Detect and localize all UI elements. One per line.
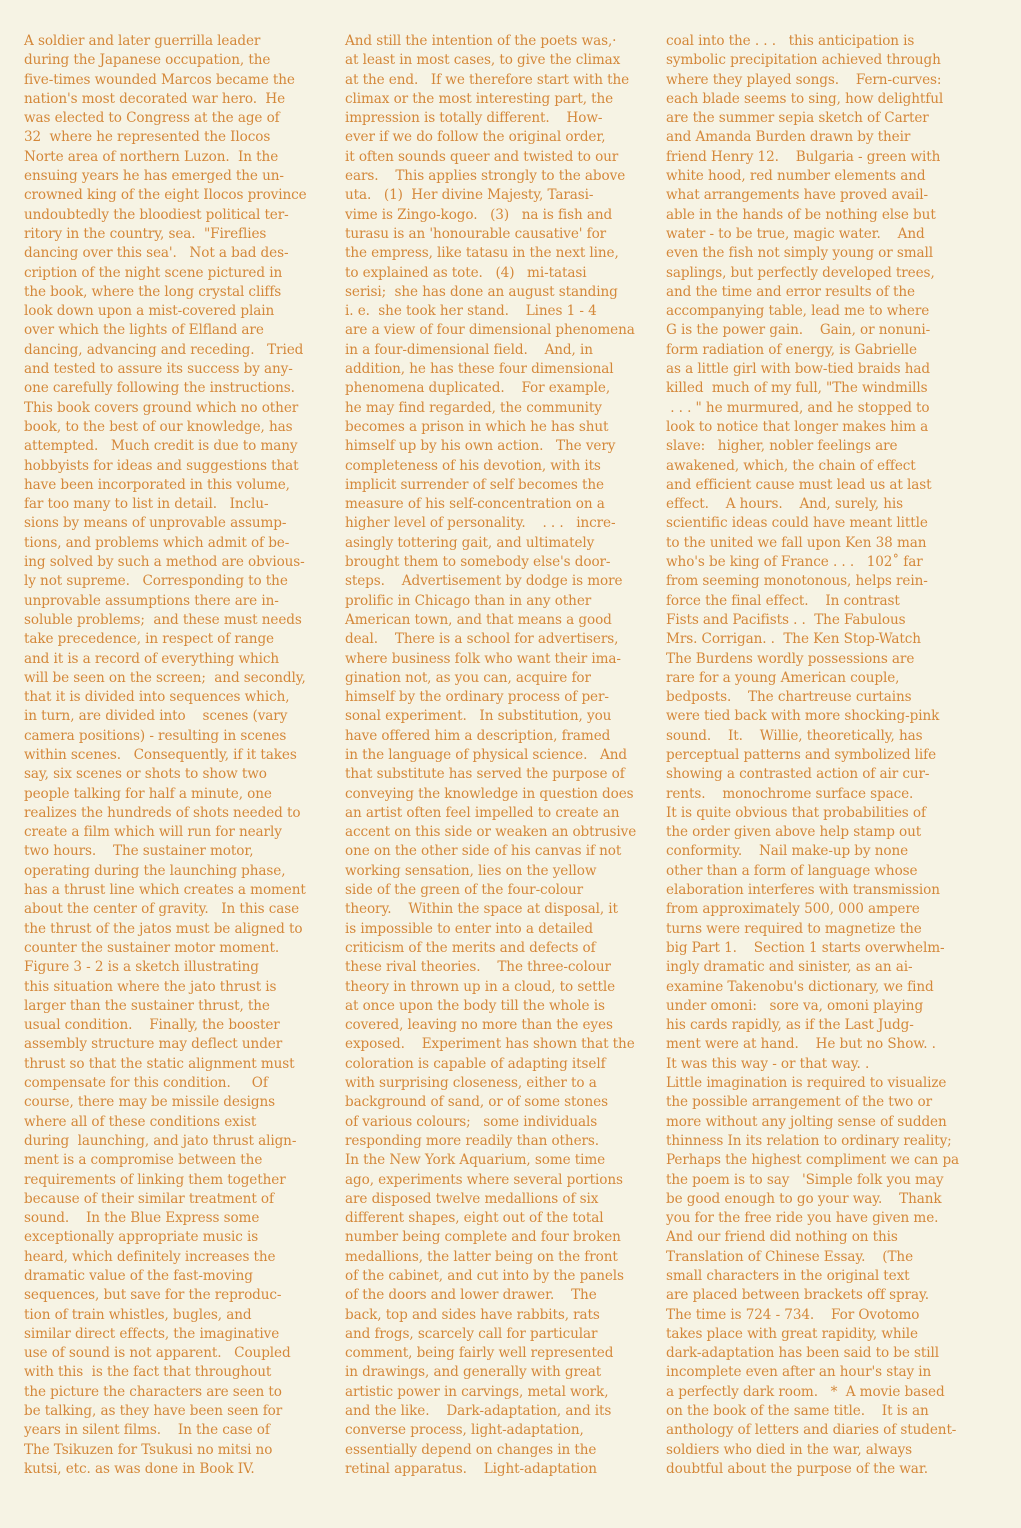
- text-line: water - to be true, magic water. And: [666, 225, 925, 242]
- text-line: soluble problems; and these must needs: [24, 611, 302, 628]
- text-line: dark-adaptation has been said to be still: [666, 1345, 940, 1362]
- text-line: are placed between brackets off spray.: [666, 1287, 930, 1304]
- text-line: realizes the hundreds of shots needed to: [24, 804, 301, 821]
- text-line: and it is a record of everything which: [24, 650, 280, 667]
- text-column-right: [666, 32, 996, 1479]
- text-line: it often sounds queer and twisted to our: [345, 148, 619, 165]
- text-line: similar direct effects, the imaginative: [24, 1325, 280, 1342]
- text-line: doubtful about the purpose of the war.: [666, 1460, 928, 1477]
- text-line: Little imagination is required to visualize: [666, 1075, 947, 1092]
- text-line: are disposed twelve medallions of six: [345, 1190, 599, 1207]
- text-line: small characters in the original text: [666, 1268, 910, 1284]
- text-line: form radiation of energy, is Gabrielle: [666, 341, 917, 358]
- text-line: impression is totally different. How-: [345, 110, 603, 127]
- text-line: the order given above help stamp out: [666, 824, 922, 841]
- text-line: the picture the characters are seen to: [24, 1383, 282, 1400]
- text-line: over which the lights of Elfland are: [24, 322, 264, 339]
- text-line: ment were at hand. He but no Show. .: [666, 1036, 936, 1053]
- text-line: symbolic precipitation achieved through: [666, 52, 941, 69]
- text-line: converse process, light-adaptation,: [345, 1422, 584, 1439]
- text-line: are the summer sepia sketch of Carter: [666, 110, 929, 127]
- text-line: medallions, the latter being on the front: [345, 1248, 618, 1265]
- text-line: of the cabinet, and cut into by the panels: [345, 1268, 624, 1284]
- text-line: and efficient cause must lead us at last: [666, 476, 932, 493]
- text-line: background of sand, or of some stones: [345, 1094, 608, 1111]
- text-line: In the New York Aquarium, some time: [345, 1152, 606, 1169]
- text-line: serisi; she has done an august standing: [345, 283, 618, 300]
- text-line: be good enough to go your way. Thank: [666, 1190, 942, 1207]
- text-line: nation's most decorated war hero. He: [24, 90, 286, 107]
- text-line: say, six scenes or shots to show two: [24, 766, 267, 783]
- text-line: hobbyists for ideas and suggestions that: [24, 457, 299, 474]
- text-line: you for the free ride you have given me.: [666, 1210, 939, 1227]
- text-line: that substitute has served the purpose of: [345, 766, 625, 783]
- text-line: larger than the sustainer thrust, the: [24, 997, 270, 1014]
- text-line: conformity. Nail make-up by none: [666, 843, 909, 860]
- text-line: examine Takenobu's dictionary, we find: [666, 978, 934, 995]
- text-line: showing a contrasted action of air cur-: [666, 766, 930, 783]
- text-line: Translation of Chinese Essay. (The: [666, 1248, 914, 1265]
- text-line: two hours. The sustainer motor,: [24, 843, 254, 860]
- text-line: is impossible to enter into a detailed: [345, 920, 594, 937]
- text-line: from approximately 500, 000 ampere: [666, 901, 920, 918]
- text-line: brought them to somebody else's door-: [345, 554, 611, 571]
- text-line: create a film which will run for nearly: [24, 824, 282, 841]
- text-line: unprovable assumptions there are in-: [24, 592, 279, 609]
- text-line: climax or the most interesting part, the: [345, 90, 614, 107]
- text-line: theory in thrown up in a cloud, to settle: [345, 978, 616, 995]
- text-line: in a four-dimensional field. And, in: [345, 341, 593, 358]
- text-line: tions, and problems which admit of be-: [24, 534, 290, 551]
- text-line: It is quite obvious that probabilities of: [666, 804, 926, 821]
- text-line: the book, where the long crystal cliffs: [24, 283, 282, 300]
- text-line: and the like. Dark-adaptation, and its: [345, 1403, 612, 1420]
- text-line: on the book of the same title. It is an: [666, 1403, 929, 1420]
- text-line: dramatic value of the fast-moving: [24, 1268, 253, 1284]
- text-line: Fists and Pacifists . . The Fabulous: [666, 611, 906, 628]
- text-line: killed much of my full, "The windmills: [666, 380, 928, 397]
- text-line: in drawings, and generally with great: [345, 1364, 602, 1381]
- text-line: A soldier and later guerrilla leader: [24, 33, 261, 49]
- text-line: at once upon the body till the whole is: [345, 997, 605, 1014]
- text-line: about the center of gravity. In this case: [24, 901, 300, 918]
- text-line: ly not supreme. Corresponding to the: [24, 573, 288, 590]
- text-line: be talking, as they have been seen for: [24, 1403, 283, 1420]
- text-line: where they played songs. Fern-curves:: [666, 71, 942, 88]
- text-line: compensate for this condition. Of: [24, 1075, 268, 1092]
- text-line: each blade seems to sing, how delightful: [666, 90, 944, 107]
- text-line: retinal apparatus. Light-adaptation: [345, 1460, 597, 1477]
- text-line: rents. monochrome surface space.: [666, 785, 914, 802]
- text-line: were tied back with more shocking-pink: [666, 708, 940, 725]
- text-line: incomplete even after an hour's stay in: [666, 1364, 932, 1381]
- text-line: during the Japanese occupation, the: [24, 52, 271, 69]
- text-line: thinness In its relation to ordinary reality;: [666, 1132, 952, 1149]
- text-line: gination not, as you can, acquire for: [345, 669, 591, 686]
- text-line: phenomena duplicated. For example,: [345, 380, 611, 397]
- text-line: with surprising closeness, either to a: [345, 1075, 597, 1092]
- text-line: ritory in the country, sea. "Fireflies: [24, 225, 267, 242]
- text-line: rare for a young American couple,: [666, 669, 900, 686]
- text-line: and tested to assure its success by any-: [24, 361, 293, 378]
- text-line: assembly structure may deflect under: [24, 1036, 283, 1053]
- text-line: in the language of physical science. And: [345, 746, 627, 763]
- text-line: thrust so that the static alignment must: [24, 1055, 295, 1072]
- text-line: cription of the night scene pictured in: [24, 264, 283, 281]
- text-line: kutsi, etc. as was done in Book IV.: [24, 1460, 255, 1477]
- text-line: requirements of linking them together: [24, 1171, 286, 1188]
- text-line: comment, being fairly well represented: [345, 1345, 614, 1362]
- text-line: dancing, advancing and receding. Tried: [24, 341, 304, 358]
- text-line: sonal experiment. In substitution, you: [345, 708, 612, 725]
- text-line: artistic power in carvings, metal work,: [345, 1383, 609, 1400]
- text-line: have offered him a description, framed: [345, 727, 611, 744]
- text-line: . . . " he murmured, and he stopped to: [666, 399, 930, 416]
- text-line: saplings, but perfectly developed trees,: [666, 264, 935, 281]
- text-line: And our friend did nothing on this: [666, 1229, 898, 1246]
- text-line: crowned king of the eight Ilocos province: [24, 187, 307, 204]
- text-line: higher level of personality. . . . incre-: [345, 515, 616, 532]
- text-line: has a thrust line which creates a moment: [24, 882, 306, 899]
- text-line: from seeming monotonous, helps rein-: [666, 573, 928, 590]
- text-line: turns were required to magnetize the: [666, 920, 922, 937]
- text-line: with this is the fact that throughout: [24, 1364, 272, 1381]
- text-line: operating during the launching phase,: [24, 862, 286, 879]
- text-line: attempted. Much credit is due to many: [24, 438, 298, 455]
- text-line: measure of his self-concentration on a: [345, 496, 605, 513]
- text-line: The time is 724 - 734. For Ovotomo: [666, 1306, 920, 1323]
- text-line: takes place with great rapidity, while: [666, 1325, 918, 1342]
- text-column-left: [24, 32, 342, 1479]
- text-line: other than a form of language whose: [666, 862, 918, 879]
- text-line: use of sound is not apparent. Coupled: [24, 1345, 291, 1362]
- text-line: dancing over this sea'. Not a bad des-: [24, 245, 289, 262]
- text-line: It was this way - or that way. .: [666, 1055, 870, 1072]
- text-line: at the end. If we therefore start with the: [345, 71, 630, 88]
- text-line: the empress, like tatasu in the next line,: [345, 245, 619, 262]
- text-line: these rival theories. The three-colour: [345, 959, 611, 976]
- text-line: himself up by his own action. The very: [345, 438, 616, 455]
- text-line: slave: higher, nobler feelings are: [666, 438, 898, 455]
- text-line: white hood, red number elements and: [666, 168, 926, 185]
- text-line: side of the green of the four-colour: [345, 882, 584, 899]
- text-line: anthology of letters and diaries of student-: [666, 1422, 957, 1439]
- text-line: book, to the best of our knowledge, has: [24, 418, 293, 435]
- text-line: even the fish not simply young or small: [666, 245, 934, 262]
- text-line: and frogs, scarcely call for particular: [345, 1325, 598, 1342]
- text-line: steps. Advertisement by dodge is more: [345, 573, 623, 590]
- text-line: accompanying table, lead me to where: [666, 303, 930, 320]
- text-line: deal. There is a school for advertisers,: [345, 631, 619, 648]
- text-line: heard, which definitely increases the: [24, 1248, 276, 1265]
- text-line: becomes a prison in which he has shut: [345, 418, 609, 435]
- text-line: sound. In the Blue Express some: [24, 1210, 260, 1227]
- text-line: as a little girl with bow-tied braids had: [666, 361, 931, 378]
- text-line: undoubtedly the bloodiest political ter-: [24, 206, 289, 223]
- text-line: implicit surrender of self becomes the: [345, 476, 604, 493]
- text-line: working sensation, lies on the yellow: [345, 862, 597, 879]
- text-line: sequences, but save for the reproduc-: [24, 1287, 282, 1304]
- text-line: accent on this side or weaken an obtrusive: [345, 824, 637, 841]
- text-line: The Burdens wordly possessions are: [666, 650, 915, 667]
- text-line: a perfectly dark room. * A movie based: [666, 1383, 945, 1400]
- text-line: where business folk who want their ima-: [345, 650, 621, 667]
- text-line: coloration is capable of adapting itself: [345, 1055, 606, 1072]
- text-line: course, there may be missile designs: [24, 1094, 276, 1111]
- text-line: soldiers who died in the war, always: [666, 1441, 913, 1458]
- text-line: ensuing years he has emerged the un-: [24, 168, 284, 185]
- text-line: of various colours; some individuals: [345, 1113, 598, 1130]
- text-line: This book covers ground which no other: [24, 399, 299, 416]
- text-line: 32 where he represented the Ilocos: [24, 129, 271, 146]
- text-line: sound. It. Willie, theoretically, has: [666, 727, 923, 744]
- text-line: will be seen on the screen; and secondly,: [24, 669, 306, 686]
- text-line: sions by means of unprovable assump-: [24, 515, 287, 532]
- text-line: American town, and that means a good: [345, 611, 612, 628]
- text-line: one on the other side of his canvas if not: [345, 843, 622, 860]
- text-line: himself by the ordinary process of per-: [345, 689, 609, 706]
- text-line: the possible arrangement of the two or: [666, 1094, 932, 1111]
- text-line: conveying the knowledge in question does: [345, 785, 634, 802]
- text-line: years in silent films. In the case of: [24, 1422, 270, 1439]
- text-line: ing solved by such a method are obvious-: [24, 554, 305, 571]
- text-line: addition, he has these four dimensional: [345, 361, 614, 378]
- text-line: five-times wounded Marcos became the: [24, 71, 295, 88]
- text-line: at least in most cases, to give the climax: [345, 52, 621, 69]
- text-line: responding more readily than others.: [345, 1132, 600, 1149]
- text-line: his cards rapidly, as if the Last Judg-: [666, 1017, 914, 1034]
- text-line: in turn, are divided into scenes (vary: [24, 708, 288, 725]
- text-line: take precedence, in respect of range: [24, 631, 275, 648]
- text-line: of the doors and lower drawer. The: [345, 1287, 597, 1304]
- text-line: back, top and sides have rabbits, rats: [345, 1306, 600, 1323]
- text-line: and the time and error results of the: [666, 283, 915, 300]
- text-line: was elected to Congress at the age of: [24, 110, 280, 127]
- text-line: what arrangements have proved avail-: [666, 187, 929, 204]
- text-line: look down upon a mist-covered plain: [24, 303, 275, 320]
- text-line: The Tsikuzen for Tsukusi no mitsi no: [24, 1441, 273, 1458]
- text-line: under omoni: sore va, omoni playing: [666, 997, 924, 1014]
- text-line: uta. (1) Her divine Majesty, Tarasi-: [345, 187, 594, 204]
- text-line: theory. Within the space at disposal, it: [345, 901, 618, 918]
- text-line: turasu is an 'honourable causative' for: [345, 225, 607, 242]
- text-line: ever if we do follow the original order,: [345, 129, 606, 146]
- text-line: covered, leaving no more than the eyes: [345, 1017, 613, 1034]
- text-line: look to notice that longer makes him a: [666, 418, 929, 435]
- text-line: during launching, and jato thrust align-: [24, 1132, 297, 1149]
- text-line: big Part 1. Section 1 starts overwhelm-: [666, 939, 945, 956]
- text-line: ears. This applies strongly to the above: [345, 168, 626, 185]
- text-line: prolific in Chicago than in any other: [345, 592, 592, 609]
- text-line: and Amanda Burden drawn by their: [666, 129, 911, 146]
- text-line: an artist often feel impelled to create an: [345, 804, 620, 821]
- text-line: able in the hands of be nothing else but: [666, 206, 936, 223]
- text-line: elaboration interferes with transmission: [666, 882, 940, 899]
- text-line: far too many to list in detail. Inclu-: [24, 496, 269, 513]
- text-line: Norte area of northern Luzon. In the: [24, 148, 279, 165]
- text-line: perceptual patterns and symbolized life: [666, 746, 937, 763]
- text-line: force the final effect. In contrast: [666, 592, 900, 609]
- text-line: criticism of the merits and defects of: [345, 939, 596, 956]
- text-line: to explained as tote. (4) mi-tatasi: [345, 264, 587, 281]
- text-line: exposed. Experiment has shown that the: [345, 1036, 635, 1053]
- text-line: vime is Zingo-kogo. (3) na is fish and: [345, 206, 613, 223]
- text-line: G is the power gain. Gain, or nonuni-: [666, 322, 931, 339]
- text-line: the thrust of the jatos must be aligned to: [24, 920, 303, 937]
- text-line: essentially depend on changes in the: [345, 1441, 597, 1458]
- text-line: that it is divided into sequences which,: [24, 689, 290, 706]
- text-line: because of their similar treatment of: [24, 1190, 274, 1207]
- text-line: usual condition. Finally, the booster: [24, 1017, 280, 1034]
- text-line: ago, experiments where several portions: [345, 1171, 623, 1188]
- text-line: exceptionally appropriate music is: [24, 1229, 259, 1246]
- text-line: counter the sustainer motor moment.: [24, 939, 280, 956]
- text-line: effect. A hours. And, surely, his: [666, 496, 903, 513]
- text-line: i. e. she took her stand. Lines 1 - 4: [345, 303, 597, 320]
- text-line: awakened, which, the chain of effect: [666, 457, 916, 474]
- text-line: he may find regarded, the community: [345, 399, 602, 416]
- text-line: are a view of four dimensional phenomena: [345, 322, 635, 339]
- text-line: completeness of his devotion, with its: [345, 457, 601, 474]
- text-line: within scenes. Consequently, if it takes: [24, 746, 297, 763]
- text-line: who's be king of France . . . 102˚ far: [666, 554, 923, 571]
- text-line: one carefully following the instructions.: [24, 380, 295, 397]
- text-line: tion of train whistles, bugles, and: [24, 1306, 252, 1323]
- text-line: And still the intention of the poets was,·: [345, 33, 617, 49]
- text-line: bedposts. The chartreuse curtains: [666, 689, 912, 706]
- text-line: scientific ideas could have meant little: [666, 515, 928, 532]
- text-line: more without any jolting sense of sudden: [666, 1113, 947, 1130]
- text-line: different shapes, eight out of the total: [345, 1210, 604, 1227]
- text-line: ment is a compromise between the: [24, 1152, 263, 1169]
- text-line: friend Henry 12. Bulgaria - green with: [666, 148, 941, 165]
- text-line: people talking for half a minute, one: [24, 785, 272, 802]
- text-column-middle: [345, 32, 663, 1479]
- text-line: have been incorporated in this volume,: [24, 476, 290, 493]
- text-line: ingly dramatic and sinister, as an ai-: [666, 959, 913, 976]
- text-line: coal into the . . . this anticipation is: [666, 33, 915, 49]
- text-line: to the united we fall upon Ken 38 man: [666, 534, 927, 551]
- text-line: number being complete and four broken: [345, 1229, 621, 1246]
- text-line: where all of these conditions exist: [24, 1113, 257, 1130]
- text-line: Figure 3 - 2 is a sketch illustrating: [24, 959, 259, 976]
- text-line: Mrs. Corrigan. . The Ken Stop-Watch: [666, 631, 921, 648]
- text-line: Perhaps the highest compliment we can pa: [666, 1152, 960, 1169]
- text-line: this situation where the jato thrust is: [24, 978, 277, 995]
- text-line: camera positions) - resulting in scenes: [24, 727, 287, 744]
- text-line: asingly tottering gait, and ultimately: [345, 534, 595, 551]
- text-line: the poem is to say 'Simple folk you may: [666, 1171, 944, 1188]
